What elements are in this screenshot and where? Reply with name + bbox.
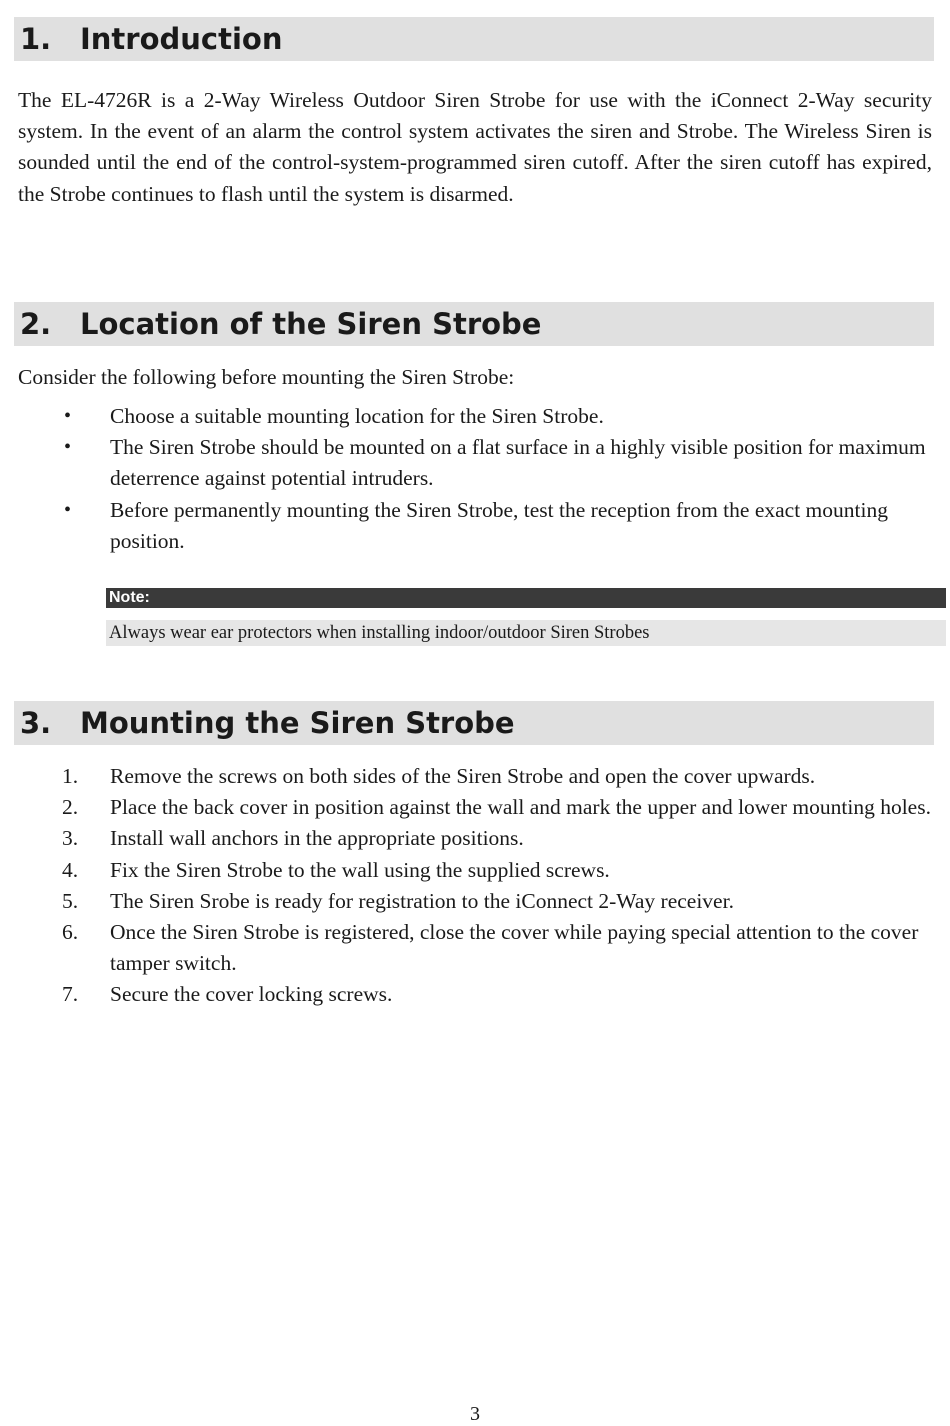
location-intro: Consider the following before mounting the Siren Strobe: [18,365,515,389]
bullet-text: The Siren Strobe should be mounted on a flat surface in a highly visible position for maximum deterrence against potential intruders. [110,435,926,491]
list-item [0,792,950,823]
section-3-title: Mounting the Siren Strobe [80,706,515,740]
list-item [0,495,950,557]
bullet-text: Choose a suitable mounting location for the Siren Strobe. [110,404,604,428]
step-number: 6. [62,920,79,945]
bullet-marker: • [64,405,72,427]
step-number: 2. [62,795,79,820]
section-3-heading [14,701,934,745]
step-text: Secure the cover locking screws. [110,982,393,1007]
list-item [0,761,950,792]
note-label: Note: [106,588,946,608]
list-item [0,401,950,432]
list-item [0,432,950,494]
step-text: Fix the Siren Strobe to the wall using the supplied screws. [110,857,610,882]
list-item [0,823,950,854]
step-text: Install wall anchors in the appropriate positions. [110,826,524,851]
section-2-title: Location of the Siren Strobe [80,307,542,341]
section-3-number: 3. [20,706,52,740]
note-text: Always wear ear protectors when installing indoor/outdoor Siren Strobes [106,620,946,646]
location-bullet-list [0,401,950,557]
section-2-heading [14,302,934,346]
bullet-marker: • [64,436,72,459]
section-1-number: 1. [20,22,52,56]
page-number: 3 [470,1403,480,1425]
step-number: 5. [62,888,79,913]
mounting-steps-list [0,761,950,1011]
bullet-marker: • [64,498,72,521]
step-number: 1. [62,764,79,788]
section-2-number: 2. [20,307,52,341]
step-number: 7. [62,982,79,1007]
step-text: Remove the screws on both sides of the Siren Strobe and open the cover upwards. [110,764,816,788]
section-1-title: Introduction [80,22,283,56]
list-item [0,855,950,886]
section-1-heading [14,17,934,61]
list-item [0,979,950,1010]
list-item [0,886,950,917]
step-number: 3. [62,826,79,851]
step-text: Once the Siren Strobe is registered, close the cover while paying special attention to the cover tamper switch. [110,920,919,976]
bullet-text: Before permanently mounting the Siren Strobe, test the reception from the exact mounting position. [110,497,888,553]
list-item [0,917,950,979]
intro-paragraph: The EL-4726R is a 2-Way Wireless Outdoor Siren Strobe for use with the iConnect 2-Way security system. In the event of an alarm the control system activates the siren and Strobe. The Wireless Siren is sounded until the end of the control-system-programmed siren cutoff. After the siren cutoff has expired, the Strobe continues to flash until the system is disarmed. [18,88,932,206]
step-text: The Siren Srobe is ready for registration to the iConnect 2-Way receiver. [110,888,734,913]
step-text: Place the back cover in position against the wall and mark the upper and lower mounting holes. [110,795,931,820]
step-number: 4. [62,857,79,882]
